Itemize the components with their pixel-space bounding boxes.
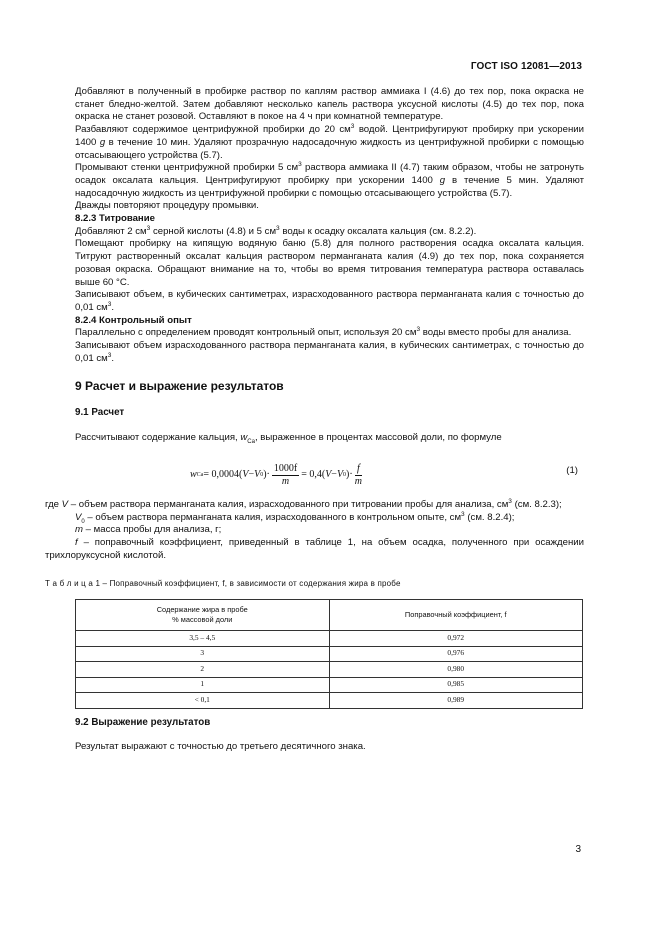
paragraph: Дважды повторяют процедуру промывки. [75,200,259,212]
section-heading-8-2-4: 8.2.4 Контрольный опыт [75,314,192,326]
table-row: 3,5 – 4,5 0,972 [76,631,583,647]
formula-expression: w Ca = 0,0004( V − V 0 )· $\frac{1000f}{m}$ = 0,4( V − V 0 )· $\frac{f}{m}$ [190,462,362,487]
formula-legend: $V_0$ – объем раствора перманганата калия, израсходованного в контрольном опыте, $см^3$ (см. 8.2.4); [75,510,515,525]
fraction: $\frac{f}{m}$ [354,462,362,487]
formula-legend: m – масса пробы для анализа, г; [75,524,222,536]
table-header-coefficient: Поправочный коэффициент, f [329,600,583,631]
formula-number: (1) [566,464,578,476]
table-row: 1 0,985 [76,677,583,693]
table-row: 2 0,980 [76,662,583,678]
paragraph: Разбавляют содержимое центрифужной пробирки до 20 $см^3$ водой. Центрифугируют пробирку при ускорении 1400 g в течение 10 мин. Удаляют прозрачную надосадочную жидкость из центрифужной пробирки с помощью отсасывающего устройства (5.7). [75,122,584,161]
paragraph: Промывают стенки центрифужной пробирки 5 $см^3$ раствора аммиака II (4.7) таким образом, чтобы не затронуть осадок оксалата кальция. Центрифугируют пробирку при ускорении 1400 g в течение 5 мин. Удаляют надосадочную жидкость из центрифужной пробирки с помощью отсасывающего устройства (5.7). [75,161,584,199]
paragraph: Результат выражают с точностью до третьего десятичного знака. [75,741,366,753]
correction-table [75,599,583,709]
table-row: < 0,1 0,989 [76,693,583,709]
fraction: $\frac{1000f}{m}$ [273,462,298,487]
document-body [45,86,584,754]
section-heading-9-1: 9.1 Расчет [75,407,125,419]
table-header-fat: Содержание жира в пробе % массовой доли [76,600,330,631]
formula-legend: f – поправочный коэффициент, приведенный в таблице 1, на объем осадка, полученного при осаждении трихлоруксусной кислотой. [45,536,584,561]
page-number: 3 [575,844,581,855]
section-heading-8-2-3: 8.2.3 Титрование [75,213,155,225]
paragraph: Добавляют 2 $см^3$ серной кислоты (4.8) и 5 $см^3$ воды к осадку оксалата кальция (см. 8.2.2). [75,224,477,237]
standard-header: ГОСТ ISO 12081—2013 [470,61,582,72]
paragraph: Параллельно с определением проводят контрольный опыт, используя 20 $см^3$ воды вместо пробы для анализа. [75,326,572,339]
paragraph: Рассчитывают содержание кальция, $w_{Ca}$, выраженное в процентах массовой доли, по формуле [75,432,502,446]
table-row: 3 0,976 [76,646,583,662]
paragraph: Добавляют в полученный в пробирке раствор по каплям раствор аммиака I (4.6) до тех пор, пока окраска не станет бледно-желтой. Затем добавляют несколько капель раствора уксусной кислоты (4.5) до тех пор, пока окраска не станет розовой. Оставляют в покое на 4 ч при комнатной температуре. [75,86,584,123]
paragraph: Записывают объем, в кубических сантиметрах, израсходованного раствора перманганата калия с точностью до 0,01 $см^3$. [75,289,584,313]
section-heading-9: 9 Расчет и выражение результатов [75,379,284,394]
paragraph: Записывают объем израсходованного раствора перманганата калия, в кубических сантиметрах, с точностью до 0,01 $см^3$. [75,340,584,364]
table-header-row [76,600,583,631]
table-caption: Т а б л и ц а 1 – Поправочный коэффициент, f, в зависимости от содержания жира в пробе [45,579,401,589]
section-heading-9-2: 9.2 Выражение результатов [75,716,211,728]
paragraph: Помещают пробирку на кипящую водяную баню (5.8) для полного растворения осадка оксалата кальция. Титруют растворенный оксалат кальция раствором перманганата калия (4.9) до тех пор, пока сохраняется розовая окраска. Обращают внимание на то, чтобы во время титрования температура раствора оставалась выше 60 °С. [75,238,584,288]
formula-1 [75,457,584,493]
formula-legend: где V – объем раствора перманганата калия, израсходованного при титровании пробы для анализа, $см^3$ (см. 8.2.3); [45,497,562,510]
